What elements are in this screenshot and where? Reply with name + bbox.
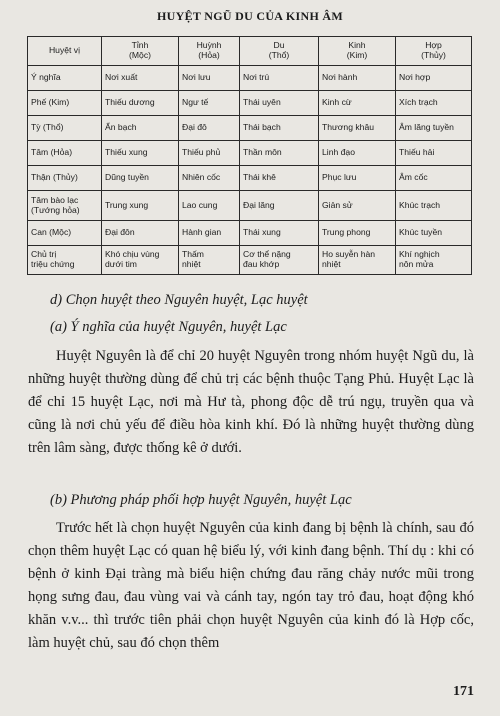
table-cell: Nhiên cốc — [179, 166, 240, 191]
table-cell: Thận (Thủy) — [28, 166, 102, 191]
table-cell: Phế (Kim) — [28, 91, 102, 116]
table-cell: Đại đôn — [102, 221, 179, 246]
table-cell: Can (Mộc) — [28, 221, 102, 246]
table-cell: Thiếu dương — [102, 91, 179, 116]
table-title: HUYỆT NGŨ DU CỦA KINH ÂM — [157, 9, 343, 23]
table-row — [28, 191, 472, 221]
table-row — [28, 66, 472, 91]
table-cell: Khó chịu vùng dưới tim — [102, 246, 179, 275]
table-cell: Hành gian — [179, 221, 240, 246]
header-cell: Hợp (Thủy) — [396, 37, 472, 66]
table-header-row — [28, 37, 472, 66]
table-cell: Âm lăng tuyền — [396, 116, 472, 141]
table-cell: Ngư tế — [179, 91, 240, 116]
table-row — [28, 91, 472, 116]
table-cell: Phục lưu — [319, 166, 396, 191]
five-shu-points-table — [27, 36, 472, 275]
table-cell: Nơi lưu — [179, 66, 240, 91]
table-row — [28, 221, 472, 246]
table-cell: Ý nghĩa — [28, 66, 102, 91]
table-cell: Nơi trú — [240, 66, 319, 91]
table-cell: Trung xung — [102, 191, 179, 221]
table-row — [28, 166, 472, 191]
table-cell: Nơi xuất — [102, 66, 179, 91]
table-cell: Xích trạch — [396, 91, 472, 116]
table-cell: Thương khâu — [319, 116, 396, 141]
paragraph-b: Trước hết là chọn huyệt Nguyên của kinh đang bị bệnh là chính, sau đó chọn thêm huyệt Lạc có quan hệ biểu lý, với kinh đang bệnh. Thí dụ : khi có bệnh ở kinh Đại tràng mà biểu hiện chứng đau răng chảy nước mũi trong họng sưng đau, đau vùng vai và cánh tay, ngón tay trỏ đau, hoạt động khó khăn v.v... thì trước tiên phải chọn huyệt Nguyên của kinh đó là Hợp cốc, làm huyệt chủ, sau đó chọn thêm — [28, 520, 474, 651]
table-row — [28, 141, 472, 166]
table-cell: Thiếu xung — [102, 141, 179, 166]
section-d-heading: d) Chọn huyệt theo Nguyên huyệt, Lạc huyệt — [50, 292, 308, 308]
table-cell: Âm cốc — [396, 166, 472, 191]
table-cell: Thần môn — [240, 141, 319, 166]
table-cell: Tâm bào lạc (Tướng hỏa) — [28, 191, 102, 221]
table-cell: Đại đô — [179, 116, 240, 141]
table-row — [28, 116, 472, 141]
table-cell: Ẩn bạch — [102, 116, 179, 141]
table-cell: Thấm nhiệt — [179, 246, 240, 275]
table-cell: Tâm (Hỏa) — [28, 141, 102, 166]
table-cell: Thái xung — [240, 221, 319, 246]
header-cell: Du (Thổ) — [240, 37, 319, 66]
header-cell: Kinh (Kim) — [319, 37, 396, 66]
header-cell: Tỉnh (Mộc) — [102, 37, 179, 66]
table-cell: Đại lăng — [240, 191, 319, 221]
table-cell: Thiếu hải — [396, 141, 472, 166]
paragraph-a: Huyệt Nguyên là để chỉ 20 huyệt Nguyên trong nhóm huyệt Ngũ du, là những huyệt thường dùng để chủ trị các bệnh thuộc Tạng Phủ. Huyệt Lạc là để chỉ 15 huyệt Lạc, nơi mà Hư tà, phong độc dễ trú ngụ, truyền qua và cũng là nơi chủ yếu để điều hòa kinh khí. Đó là những huyệt thường dùng trên lâm sàng, được thống kê ở dưới. — [28, 348, 474, 456]
header-cell: Huyệt vị — [28, 37, 102, 66]
subsection-a-heading: (a) Ý nghĩa của huyệt Nguyên, huyệt Lạc — [50, 319, 287, 335]
table-row — [28, 246, 472, 275]
table-cell: Chủ trị triệu chứng — [28, 246, 102, 275]
table-cell: Ho suyễn hàn nhiệt — [319, 246, 396, 275]
table-cell: Dũng tuyền — [102, 166, 179, 191]
table-cell: Thái uyên — [240, 91, 319, 116]
table-cell: Cơ thể nặng đau khớp — [240, 246, 319, 275]
table-cell: Kinh cừ — [319, 91, 396, 116]
table-cell: Nơi hợp — [396, 66, 472, 91]
table-cell: Khúc trạch — [396, 191, 472, 221]
table-cell: Khúc tuyền — [396, 221, 472, 246]
table-cell: Nơi hành — [319, 66, 396, 91]
table-cell: Linh đạo — [319, 141, 396, 166]
table-cell: Giản sử — [319, 191, 396, 221]
table-cell: Thái khê — [240, 166, 319, 191]
subsection-b-heading: (b) Phương pháp phối hợp huyệt Nguyên, huyệt Lạc — [50, 492, 352, 508]
header-cell: Huỳnh (Hỏa) — [179, 37, 240, 66]
table-cell: Lao cung — [179, 191, 240, 221]
table-cell: Trung phong — [319, 221, 396, 246]
page-number: 171 — [453, 684, 474, 699]
table-cell: Thiếu phủ — [179, 141, 240, 166]
table-cell: Khí nghịch nôn mửa — [396, 246, 472, 275]
table-cell: Thái bạch — [240, 116, 319, 141]
table-cell: Tỳ (Thổ) — [28, 116, 102, 141]
